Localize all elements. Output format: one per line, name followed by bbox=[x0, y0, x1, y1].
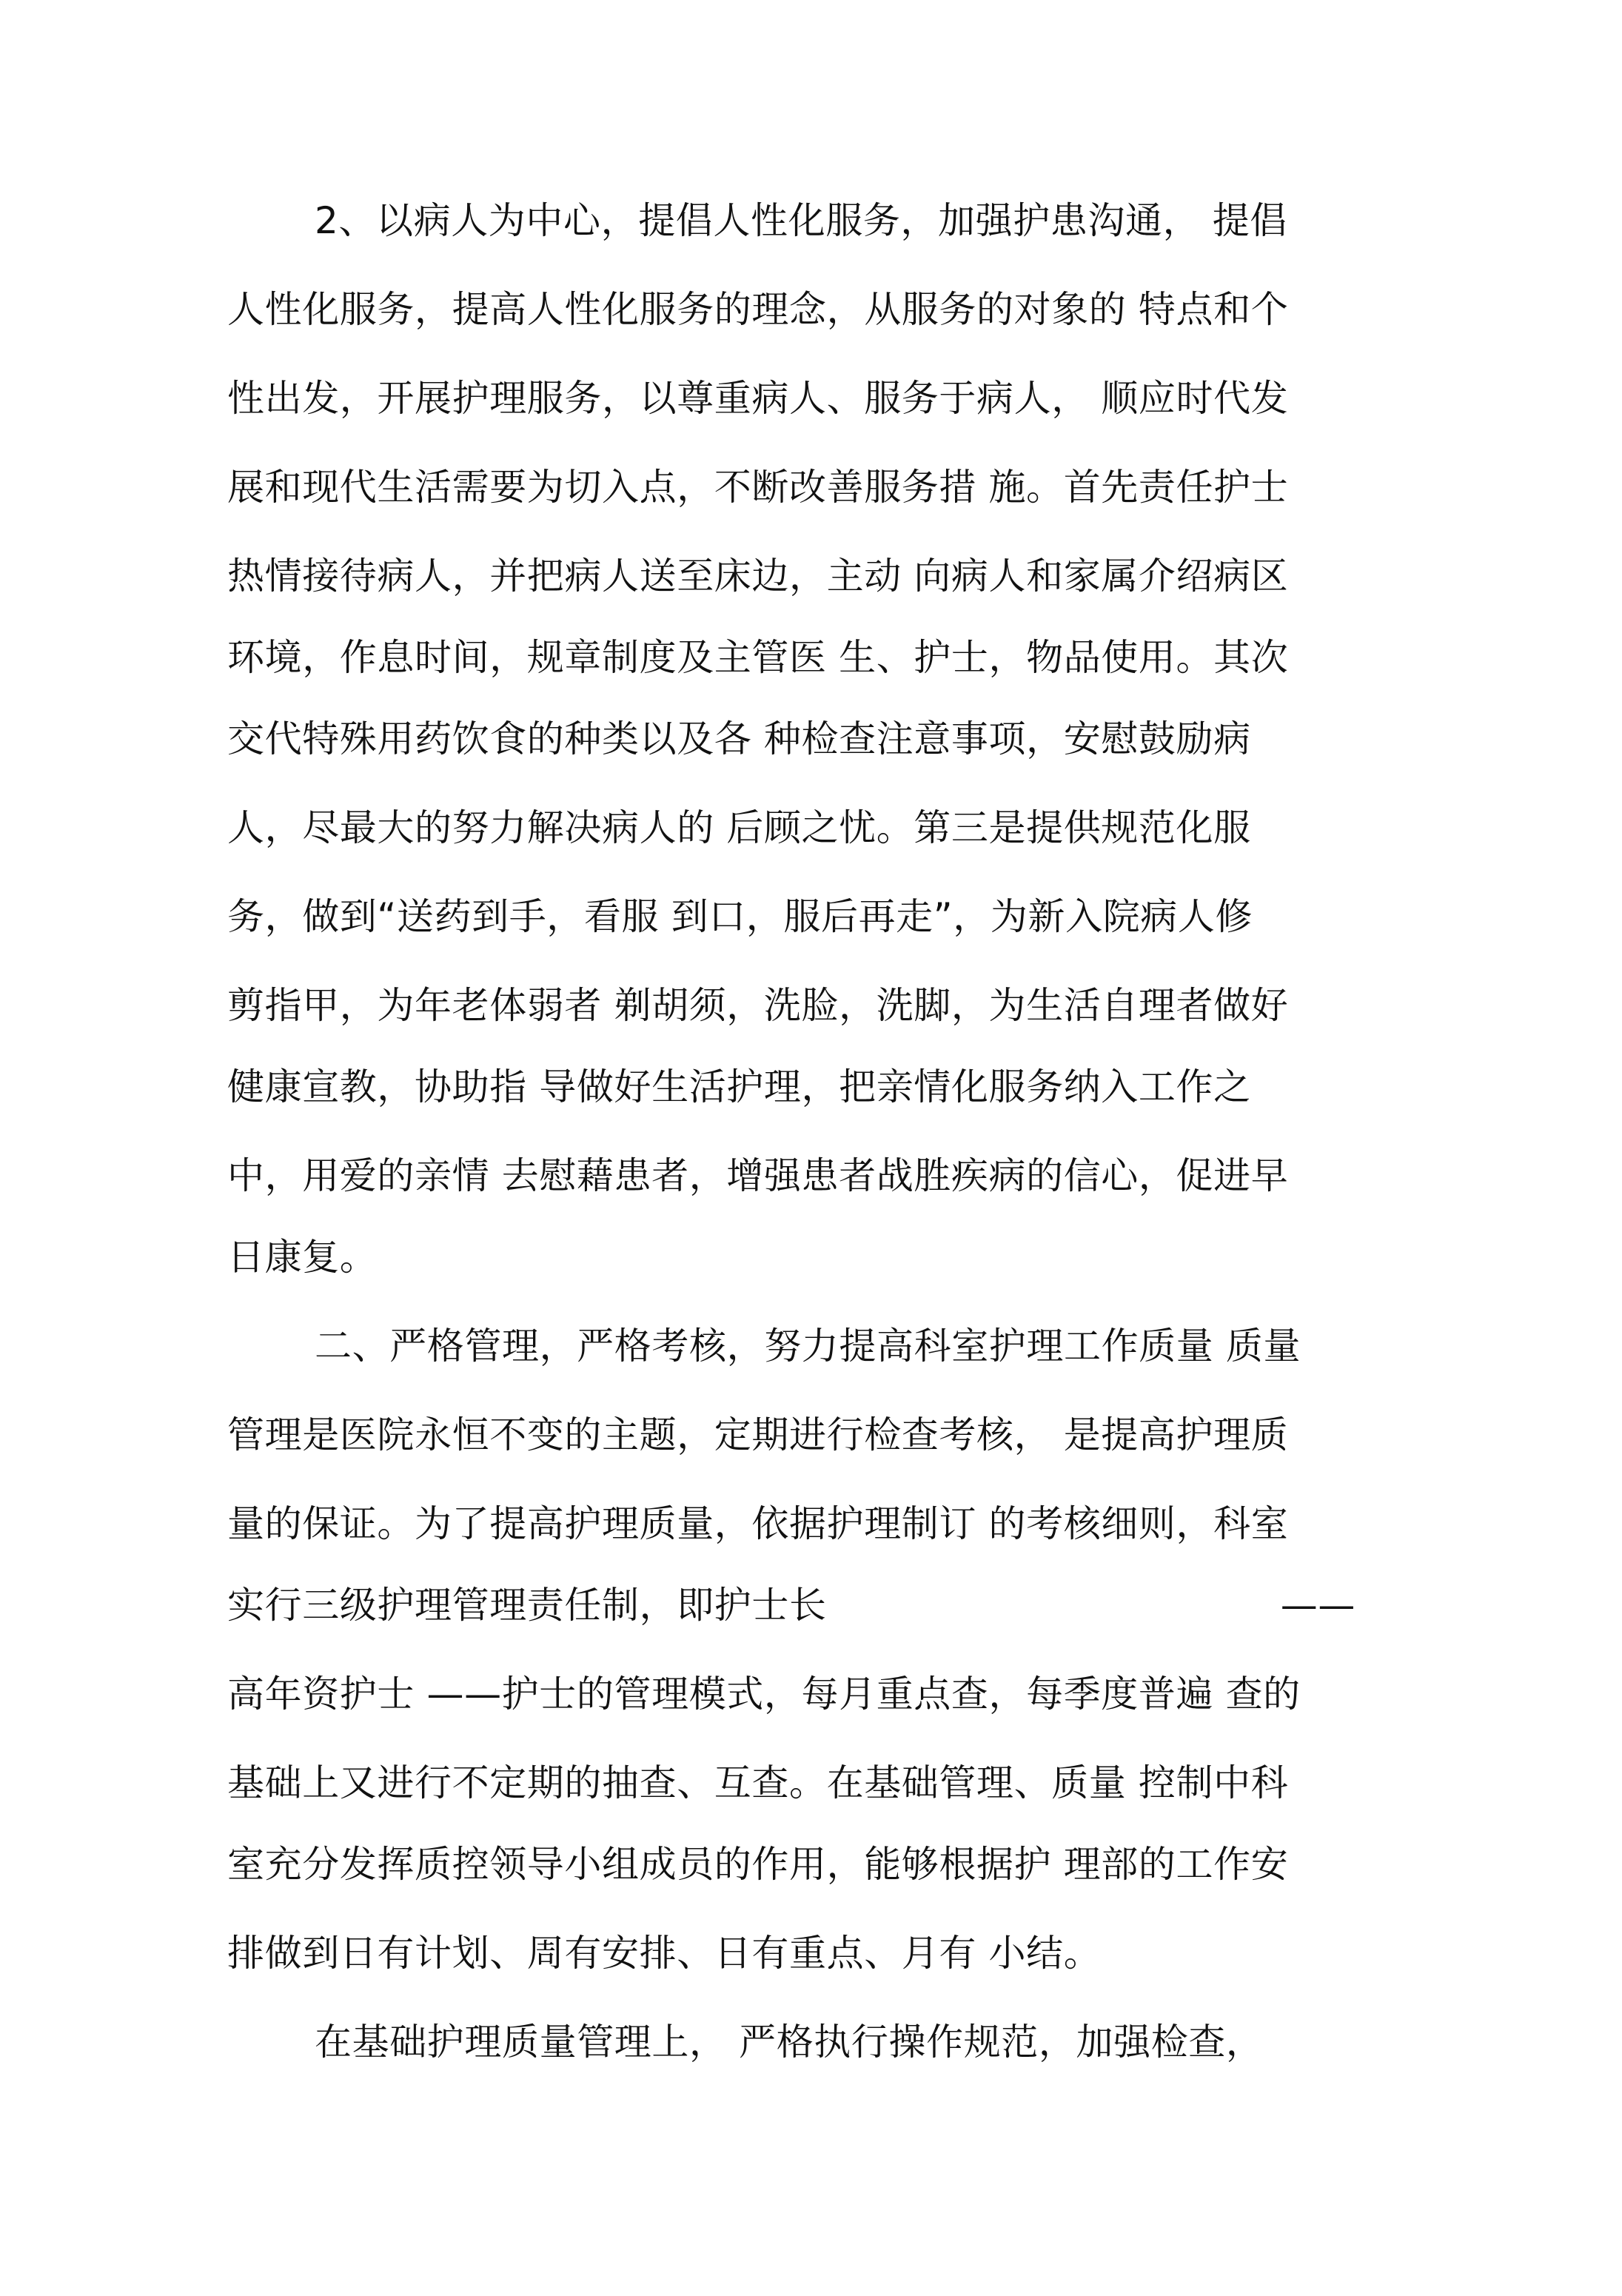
paragraph-line: 剪指甲，为年老体弱者 剃胡须，洗脸，洗脚，为生活自理者做好 bbox=[227, 984, 1289, 1027]
paragraph-line: 人，尽最大的努力解决病人的 后顾之忧。第三是提供规范化服 bbox=[227, 806, 1251, 849]
paragraph-line: 基础上又进行不定期的抽查、互查。在基础管理、质量 控制中科 bbox=[227, 1761, 1289, 1804]
paragraph-line: 2、以病人为中心，提倡人性化服务，加强护患沟通， 提倡 bbox=[315, 199, 1287, 242]
paragraph-line: 中，用爱的亲情 去慰藉患者，增强患者战胜疾病的信心，促进早 bbox=[227, 1154, 1289, 1197]
section-heading-line: 二、严格管理，严格考核，努力提高科室护理工作质量 质量 bbox=[315, 1325, 1301, 1368]
paragraph-line: 人性化服务，提高人性化服务的理念，从服务的对象的 特点和个 bbox=[227, 288, 1289, 331]
dash-mark: —— bbox=[1280, 1584, 1355, 1627]
paragraph-line: 管理是医院永恒不变的主题，定期进行检查考核， 是提高护理质 bbox=[227, 1413, 1289, 1456]
paragraph-line: 环境，作息时间，规章制度及主管医 生、护士，物品使用。其次 bbox=[227, 636, 1289, 679]
paragraph-line: 量的保证。为了提高护理质量，依据护理制订 的考核细则，科室 bbox=[227, 1502, 1289, 1545]
paragraph-line: 排做到日有计划、周有安排、日有重点、月有 小结。 bbox=[227, 1932, 1102, 1975]
paragraph-line: 热情接待病人，并把病人送至床边，主动 向病人和家属介绍病区 bbox=[227, 555, 1289, 598]
paragraph-line: 务，做到“送药到手，看服 到口，服后再走”，为新入院病人修 bbox=[227, 895, 1253, 938]
paragraph-line: 性出发，开展护理服务，以尊重病人、服务于病人， 顺应时代发 bbox=[227, 377, 1289, 420]
paragraph-line: 在基础护理质量管理上， 严格执行操作规范，加强检查， bbox=[315, 2021, 1264, 2064]
paragraph-line: 室充分发挥质控领导小组成员的作用，能够根据护 理部的工作安 bbox=[227, 1843, 1289, 1886]
paragraph-line: 交代特殊用药饮食的种类以及各 种检查注意事项，安慰鼓励病 bbox=[227, 717, 1251, 760]
paragraph-line: 展和现代生活需要为切入点，不断改善服务措 施。首先责任护士 bbox=[227, 466, 1289, 509]
paragraph-line: 实行三级护理管理责任制，即护士长 bbox=[227, 1584, 827, 1627]
paragraph-line: 高年资护士 ——护士的管理模式，每月重点查，每季度普遍 查的 bbox=[227, 1673, 1301, 1716]
paragraph-line: 健康宣教，协助指 导做好生活护理，把亲情化服务纳入工作之 bbox=[227, 1065, 1251, 1108]
paragraph-line: 日康复。 bbox=[227, 1236, 378, 1279]
